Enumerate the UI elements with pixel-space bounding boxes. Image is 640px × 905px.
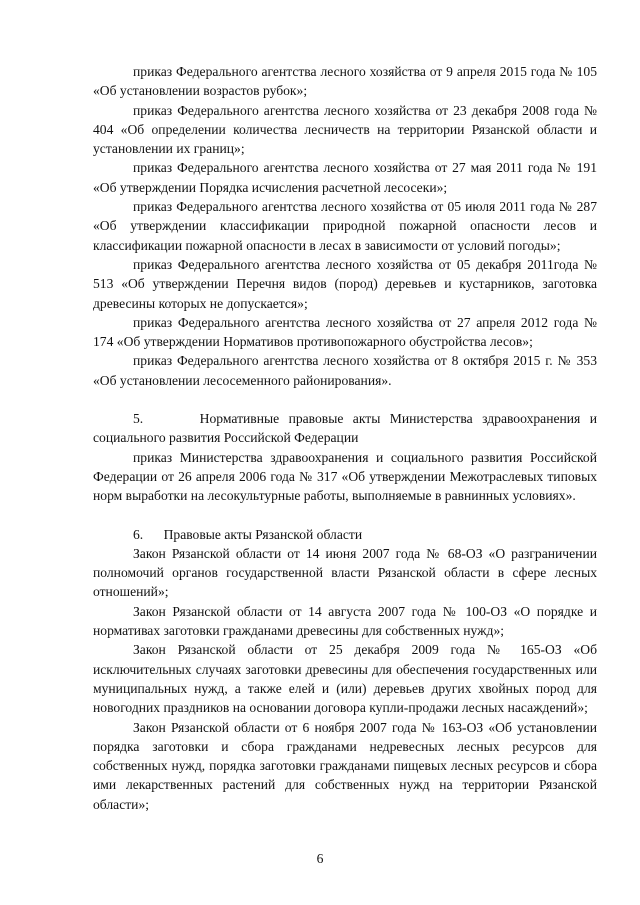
paragraph-law-163: Закон Рязанской области от 6 ноября 2007 года № 163-ОЗ «Об установлении порядка заготовки и сбора гражданами недревесных лесных ресурсов для собственных нужд, порядка заготовки гражданами пищевых лесных ресурсов и сбора ими лекарственных растений для собственных нужд на территории Рязанской области»; xyxy=(93,719,597,812)
paragraph-order-513: приказ Федерального агентства лесного хозяйства от 05 декабря 2011года № 513 «Об утверждении Перечня видов (пород) деревьев и кустарников, заготовка древесины которых не допускается»; xyxy=(93,256,597,311)
body-text xyxy=(93,62,597,814)
paragraph-law-165: Закон Рязанской области от 25 декабря 2009 года № 165-ОЗ «Об исключительных случаях заготовки древесины для обеспечения государственных или муниципальных нужд, а также елей и (или) деревьев других хвойных пород для новогодних праздников на основании договора купли-продажи лесных насаждений»; xyxy=(93,642,597,716)
paragraph-order-404: приказ Федерального агентства лесного хозяйства от 23 декабря 2008 года № 404 «Об определении количества лесничеств на территории Рязанской области и установлении их границ»; xyxy=(93,102,597,157)
page-number: 6 xyxy=(316,851,324,866)
paragraph-order-105: приказ Федерального агентства лесного хозяйства от 9 апреля 2015 года № 105 «Об установлении возрастов рубок»; xyxy=(93,64,597,99)
paragraph-order-287: приказ Федерального агентства лесного хозяйства от 05 июля 2011 года № 287 «Об утверждении классификации природной пожарной опасности лесов и классификации пожарной опасности в лесах в зависимости от условий погоды»; xyxy=(93,199,597,253)
section-5-heading: 5. Нормативные правовые акты Министерства здравоохранения и социального развития Российской Федерации xyxy=(93,411,597,446)
paragraph-order-317: приказ Министерства здравоохранения и социального развития Российской Федерации от 26 апреля 2006 года № 317 «Об утверждении Межотраслевых типовых норм выработки на лесокультурные работы, выполняемые в равнинных условиях». xyxy=(93,449,597,504)
paragraph-order-353: приказ Федерального агентства лесного хозяйства от 8 октября 2015 г. № 353 «Об установлении лесосеменного районирования». xyxy=(93,353,597,388)
paragraph-law-100: Закон Рязанской области от 14 августа 2007 года № 100-ОЗ «О порядке и нормативах заготовки гражданами древесины для собственных нужд»; xyxy=(93,603,597,639)
paragraph-order-174: приказ Федерального агентства лесного хозяйства от 27 апреля 2012 года № 174 «Об утверждении Нормативов противопожарного обустройства лесов»; xyxy=(93,314,597,350)
paragraph-law-68: Закон Рязанской области от 14 июня 2007 года № 68-ОЗ «О разграничении полномочий органов государственной власти Рязанской области в сфере лесных отношений»; xyxy=(93,545,597,600)
section-6-heading: 6. Правовые акты Рязанской области xyxy=(133,526,363,542)
paragraph-order-191: приказ Федерального агентства лесного хозяйства от 27 мая 2011 года № 191 «Об утверждении Порядка исчисления расчетной лесосеки»; xyxy=(93,160,597,195)
